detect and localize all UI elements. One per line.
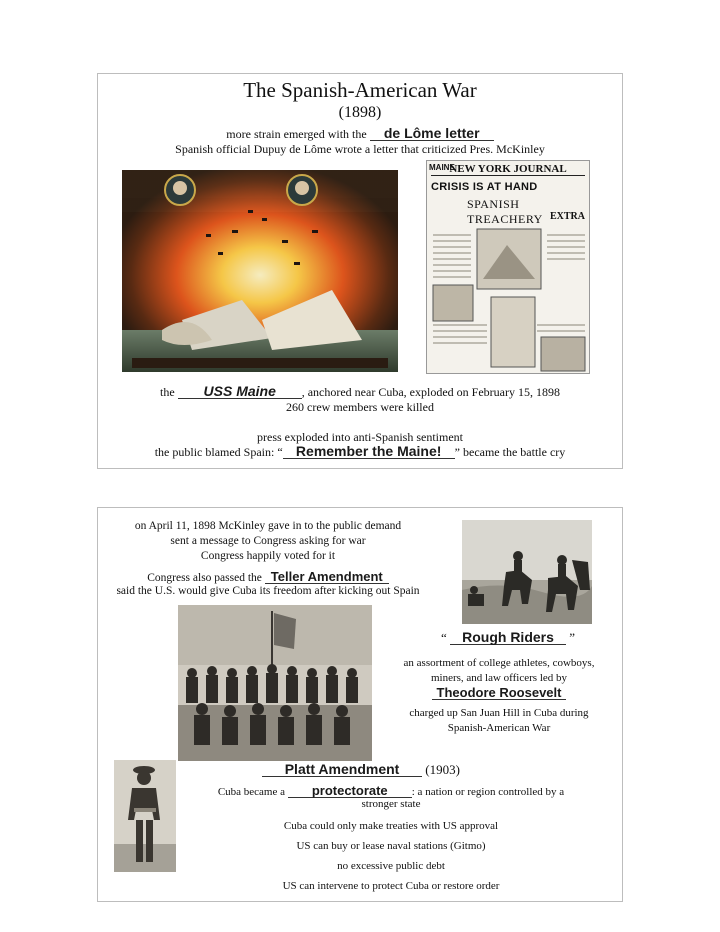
newspaper-extra: EXTRA [549,211,585,222]
teller-prefix: Congress also passed the [147,572,262,584]
protectorate-line [158,784,624,798]
blame-line [98,444,622,460]
roosevelt-line [378,685,620,701]
naval-condition: US can buy or lease naval stations (Gitmo) [296,840,486,852]
newspaper-columns-icon [427,225,590,374]
voted-line: Congress happily voted for it [200,550,336,562]
strain-line [98,126,622,142]
riders-open-quote: “ [440,630,447,645]
crew-line: 260 crew members were killed [286,400,434,414]
newspaper-mast-left: MAINE [429,163,455,172]
riders-fill: Rough Riders [450,630,566,645]
protectorate-line-2: stronger state [361,798,421,810]
platt-year: (1903) [425,762,460,777]
cuba-suffix: : a nation or region controlled by a [411,786,565,798]
april-line: on April 11, 1898 McKinley gave in to the public demand [134,520,402,532]
slide-title: The Spanish-American War [243,78,477,102]
rough-riders-cavalry-photo [462,520,592,624]
cuba-prefix: Cuba became a [217,786,285,798]
protectorate-fill: protectorate [288,784,412,798]
treaty-condition: Cuba could only make treaties with US approval [283,820,499,832]
official-line: Spanish official Dupuy de Lôme wrote a letter that criticized Pres. McKinley [175,142,545,156]
teller-fill: Teller Amendment [265,570,389,584]
slide-spanish-american-war [97,73,623,469]
intervene-condition: US can intervene to protect Cuba or restore order [282,880,500,892]
maine-line [98,384,622,400]
strain-fill: de Lôme letter [370,126,494,141]
charged-line-1: charged up San Juan Hill in Cuba during [409,707,589,719]
newspaper-headline-treachery: SPANISH TREACHERY [467,197,543,226]
blame-prefix: the public blamed Spain: “ [154,445,283,459]
newspaper-headline-crisis: CRISIS IS AT HAND [431,181,538,193]
newspaper-masthead: NEW YORK JOURNAL [431,163,585,176]
riders-description-1: an assortment of college athletes, cowboys, [403,657,595,669]
maine-explosion-painting [122,170,398,372]
maine-suffix: , anchored near Cuba, exploded on February 15, 1898 [301,385,560,399]
platt-line [98,762,624,778]
riders-description-2: miners, and law officers led by [430,672,568,684]
teller-line [98,570,438,584]
charged-line-2: Spanish-American War [447,722,551,734]
slide-war-and-aftermath [97,507,623,902]
platt-fill: Platt Amendment [262,762,422,777]
strain-prefix: more strain emerged with the [226,127,367,141]
new-york-journal-front-page [426,160,590,374]
roosevelt-fill: Theodore Roosevelt [432,686,566,700]
slide-year: (1898) [338,104,382,121]
maine-prefix: the [160,385,175,399]
blame-suffix: ” became the battle cry [454,445,566,459]
press-line: press exploded into anti-Spanish sentiment [257,430,463,444]
teller-description: said the U.S. would give Cuba its freedom after kicking out Spain [116,585,420,597]
riders-close-quote: ” [569,630,576,645]
blame-fill: Remember the Maine! [283,444,455,459]
rough-riders-line [398,630,618,646]
rough-riders-group-photo [178,605,372,761]
message-line: sent a message to Congress asking for war [170,535,366,547]
debt-condition: no excessive public debt [337,860,445,872]
maine-fill: USS Maine [178,384,302,399]
